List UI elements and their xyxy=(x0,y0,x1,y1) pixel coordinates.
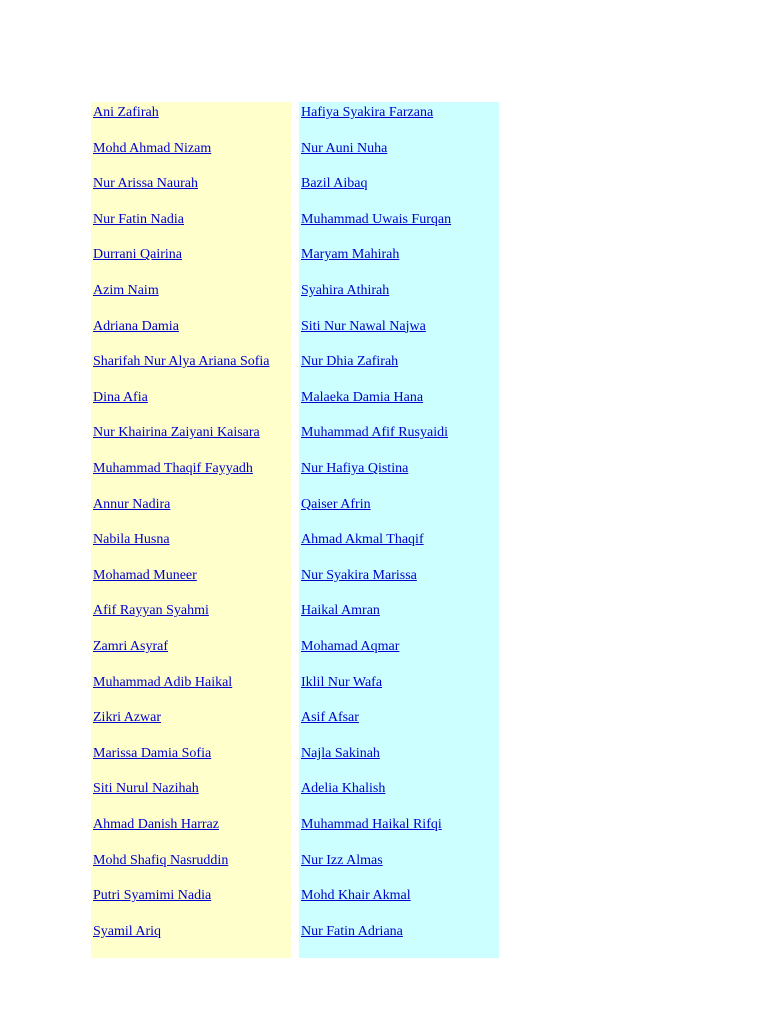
name-link[interactable]: Durrani Qairina xyxy=(93,247,183,263)
name-link[interactable]: Mohd Ahmad Nizam xyxy=(93,140,212,156)
name-link[interactable]: Ahmad Danish Harraz xyxy=(93,817,219,832)
name-link[interactable]: Qaiser Afrin xyxy=(301,496,371,512)
name-link[interactable]: Mohd Shafiq Nasruddin xyxy=(93,852,229,868)
name-link[interactable]: Nur Izz Almas xyxy=(301,852,383,868)
name-link[interactable]: Nur Fatin Adriana xyxy=(301,923,403,939)
name-link[interactable]: Muhammad Uwais Furqan xyxy=(301,211,452,227)
name-link[interactable]: Mohamad Aqmar xyxy=(301,639,400,654)
name-link[interactable]: Annur Nadira xyxy=(93,496,171,512)
name-link[interactable]: Mohamad Muneer xyxy=(93,567,197,583)
name-link[interactable]: Haikal Amran xyxy=(301,603,380,619)
name-link[interactable]: Zikri Azwar xyxy=(93,710,162,726)
name-link[interactable]: Nur Hafiya Qistina xyxy=(301,461,409,476)
name-link[interactable]: Siti Nur Nawal Najwa xyxy=(301,318,426,334)
name-link[interactable]: Nabila Husna xyxy=(93,532,170,548)
name-link[interactable]: Bazil Aibaq xyxy=(301,176,368,192)
name-link[interactable]: Adelia Khalish xyxy=(301,781,386,797)
name-link[interactable]: Syamil Ariq xyxy=(93,923,162,939)
name-link[interactable]: Ahmad Akmal Thaqif xyxy=(301,532,424,548)
name-link[interactable]: Dina Afia xyxy=(93,389,148,405)
name-link[interactable]: Afif Rayyan Syahmi xyxy=(93,603,209,619)
name-link[interactable]: Siti Nurul Nazihah xyxy=(93,781,199,797)
right-name-column xyxy=(299,102,499,958)
left-name-column xyxy=(91,102,291,958)
name-link[interactable]: Adriana Damia xyxy=(93,318,179,334)
name-link[interactable]: Hafiya Syakira Farzana xyxy=(301,105,434,120)
name-link[interactable]: Nur Fatin Nadia xyxy=(93,211,184,227)
name-link[interactable]: Nur Arissa Naurah xyxy=(93,176,198,192)
name-link[interactable]: Syahira Athirah xyxy=(301,283,390,298)
name-link[interactable]: Najla Sakinah xyxy=(301,745,380,761)
name-link[interactable]: Muhammad Adib Haikal xyxy=(93,674,233,690)
name-link[interactable]: Marissa Damia Sofia xyxy=(93,745,212,761)
name-link[interactable]: Zamri Asyraf xyxy=(93,639,169,654)
name-link[interactable]: Muhammad Haikal Rifqi xyxy=(301,817,442,832)
name-link[interactable]: Nur Syakira Marissa xyxy=(301,567,417,583)
name-link[interactable]: Ani Zafirah xyxy=(93,105,159,120)
name-link[interactable]: Iklil Nur Wafa xyxy=(301,674,383,690)
name-link[interactable]: Azim Naim xyxy=(93,283,159,298)
name-link[interactable]: Mohd Khair Akmal xyxy=(301,888,411,904)
name-link[interactable]: Sharifah Nur Alya Ariana Sofia xyxy=(93,354,270,370)
name-link[interactable]: Putri Syamimi Nadia xyxy=(93,888,212,904)
name-link[interactable]: Muhammad Thaqif Fayyadh xyxy=(93,461,253,476)
name-link[interactable]: Maryam Mahirah xyxy=(301,247,400,263)
name-link[interactable]: Nur Khairina Zaiyani Kaisara xyxy=(93,425,260,441)
name-link[interactable]: Nur Auni Nuha xyxy=(301,140,388,156)
name-link[interactable]: Asif Afsar xyxy=(301,710,359,726)
name-link[interactable]: Nur Dhia Zafirah xyxy=(301,354,399,370)
name-link[interactable]: Malaeka Damia Hana xyxy=(301,389,424,405)
name-link[interactable]: Muhammad Afif Rusyaidi xyxy=(301,425,448,441)
